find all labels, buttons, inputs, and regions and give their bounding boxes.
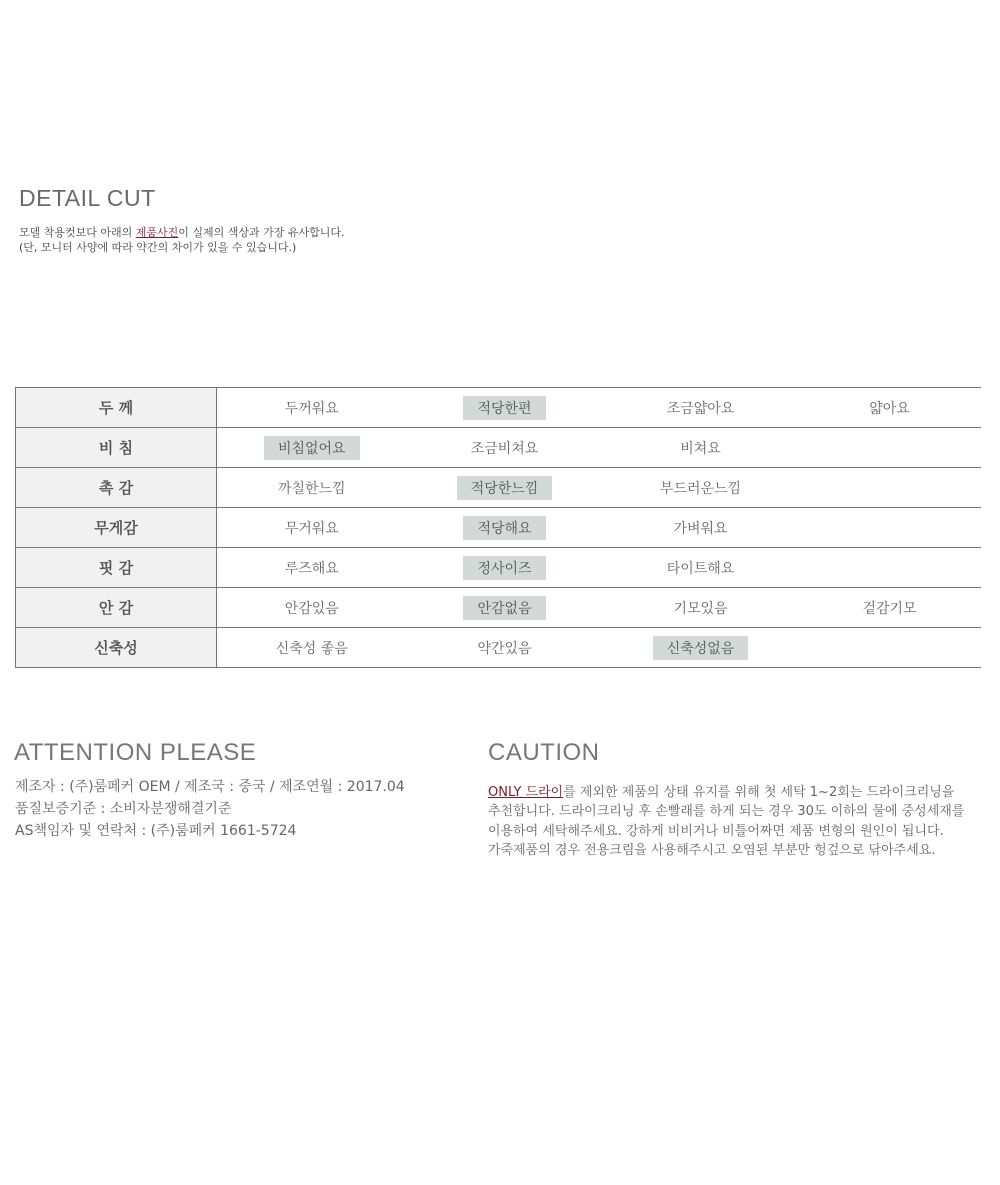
spec-option-cell	[407, 508, 603, 548]
spec-option-cell	[603, 468, 799, 508]
spec-option-cell	[407, 468, 603, 508]
spec-option: 까칠한느낌	[277, 480, 346, 497]
spec-option-cell	[217, 388, 407, 428]
spec-option-cell	[407, 588, 603, 628]
spec-row	[16, 588, 981, 628]
spec-option-cell	[603, 388, 799, 428]
caution-title: CAUTION	[488, 739, 600, 766]
spec-row-label: 촉 감	[16, 468, 217, 508]
detail-note-post: 이 실제의 색상과 가장 유사합니다.	[178, 226, 345, 239]
spec-option: 약간있음	[477, 640, 532, 657]
product-photo-highlight: 제품사진	[135, 226, 179, 239]
spec-option: 가벼워요	[673, 520, 728, 537]
caution-line-4: 가죽제품의 경우 전용크림을 사용해주시고 오염된 부분만 헝겊으로 닦아주세요.	[488, 843, 936, 858]
spec-option-cell	[799, 588, 981, 628]
spec-row	[16, 548, 981, 588]
spec-option-selected: 비침없어요	[264, 436, 360, 460]
spec-option-cell	[217, 628, 407, 668]
attention-line-manufacturer: 제조자 : (주)룸페커 OEM / 제조국 : 중국 / 제조연월 : 2017.04	[15, 779, 405, 795]
spec-row	[16, 428, 981, 468]
spec-option-cell	[217, 508, 407, 548]
spec-option-selected: 신축성없음	[653, 636, 749, 660]
spec-option: 무거워요	[284, 520, 339, 537]
spec-option-cell	[603, 628, 799, 668]
spec-row	[16, 388, 981, 428]
attention-line-quality: 품질보증기준 : 소비자분쟁해결기준	[15, 801, 232, 817]
spec-option: 조금비쳐요	[470, 440, 539, 457]
spec-option-cell	[603, 428, 799, 468]
detail-note-line-2: (단, 모니터 사양에 따라 약간의 차이가 있을 수 있습니다.)	[19, 241, 297, 254]
spec-option-cell	[217, 468, 407, 508]
spec-option-cell	[407, 388, 603, 428]
spec-row-label: 신축성	[16, 628, 217, 668]
spec-row-label: 무게감	[16, 508, 217, 548]
spec-option-cell	[799, 388, 981, 428]
spec-option: 신축성 좋음	[275, 640, 348, 657]
spec-row-label: 핏 감	[16, 548, 217, 588]
spec-option-cell	[407, 628, 603, 668]
caution-line-1-text: 를 제외한 제품의 상태 유지를 위해 첫 세탁 1~2회는 드라이크리닝을	[563, 785, 955, 800]
spec-option-cell	[799, 548, 981, 588]
spec-option-selected: 적당한느낌	[457, 476, 553, 500]
spec-option: 루즈해요	[284, 560, 339, 577]
spec-option-cell	[217, 588, 407, 628]
spec-option-cell	[407, 548, 603, 588]
spec-row-label: 비 침	[16, 428, 217, 468]
spec-option: 비쳐요	[680, 440, 721, 457]
spec-option-cell	[603, 548, 799, 588]
spec-option: 조금얇아요	[666, 400, 735, 417]
spec-option-cell	[603, 588, 799, 628]
spec-option-selected: 적당해요	[463, 516, 545, 540]
caution-line-1	[488, 781, 954, 800]
spec-option: 타이트해요	[666, 560, 735, 577]
caution-line-3: 이용하여 세탁해주세요. 강하게 비비거나 비틀어짜면 제품 변형의 원인이 됩니다.	[488, 824, 944, 839]
spec-option-cell	[407, 428, 603, 468]
spec-row	[16, 468, 981, 508]
spec-option: 두꺼워요	[284, 400, 339, 417]
spec-option-cell	[799, 508, 981, 548]
detail-note-line-1	[19, 224, 345, 240]
only-dry-highlight: ONLY 드라이	[488, 785, 564, 800]
spec-row-label: 두 께	[16, 388, 217, 428]
attention-line-as-contact: AS책임자 및 연락처 : (주)룸페커 1661-5724	[15, 823, 297, 839]
spec-option-selected: 적당한편	[463, 396, 545, 420]
spec-option-cell	[603, 508, 799, 548]
detail-note-pre: 모델 착용컷보다 아래의	[19, 226, 136, 239]
spec-option-selected: 정사이즈	[463, 556, 545, 580]
spec-row-label: 안 감	[16, 588, 217, 628]
spec-option: 부드러운느낌	[659, 480, 742, 497]
spec-option: 얇아요	[869, 400, 910, 417]
spec-table-body	[16, 388, 981, 668]
spec-option-cell	[217, 548, 407, 588]
spec-row	[16, 508, 981, 548]
spec-option: 겉감기모	[862, 600, 917, 617]
attention-title: ATTENTION PLEASE	[14, 739, 257, 766]
caution-line-2: 추천합니다. 드라이크리닝 후 손빨래를 하게 되는 경우 30도 이하의 물에 중성세재를	[488, 804, 965, 819]
spec-option-selected: 안감없음	[463, 596, 545, 620]
spec-option-cell	[217, 428, 407, 468]
spec-table	[15, 387, 981, 668]
spec-option-cell	[799, 428, 981, 468]
spec-option-cell	[799, 468, 981, 508]
spec-option: 기모있음	[673, 600, 728, 617]
detail-cut-title: DETAIL CUT	[19, 185, 156, 211]
spec-row	[16, 628, 981, 668]
spec-option-cell	[799, 628, 981, 668]
spec-option: 안감있음	[284, 600, 339, 617]
